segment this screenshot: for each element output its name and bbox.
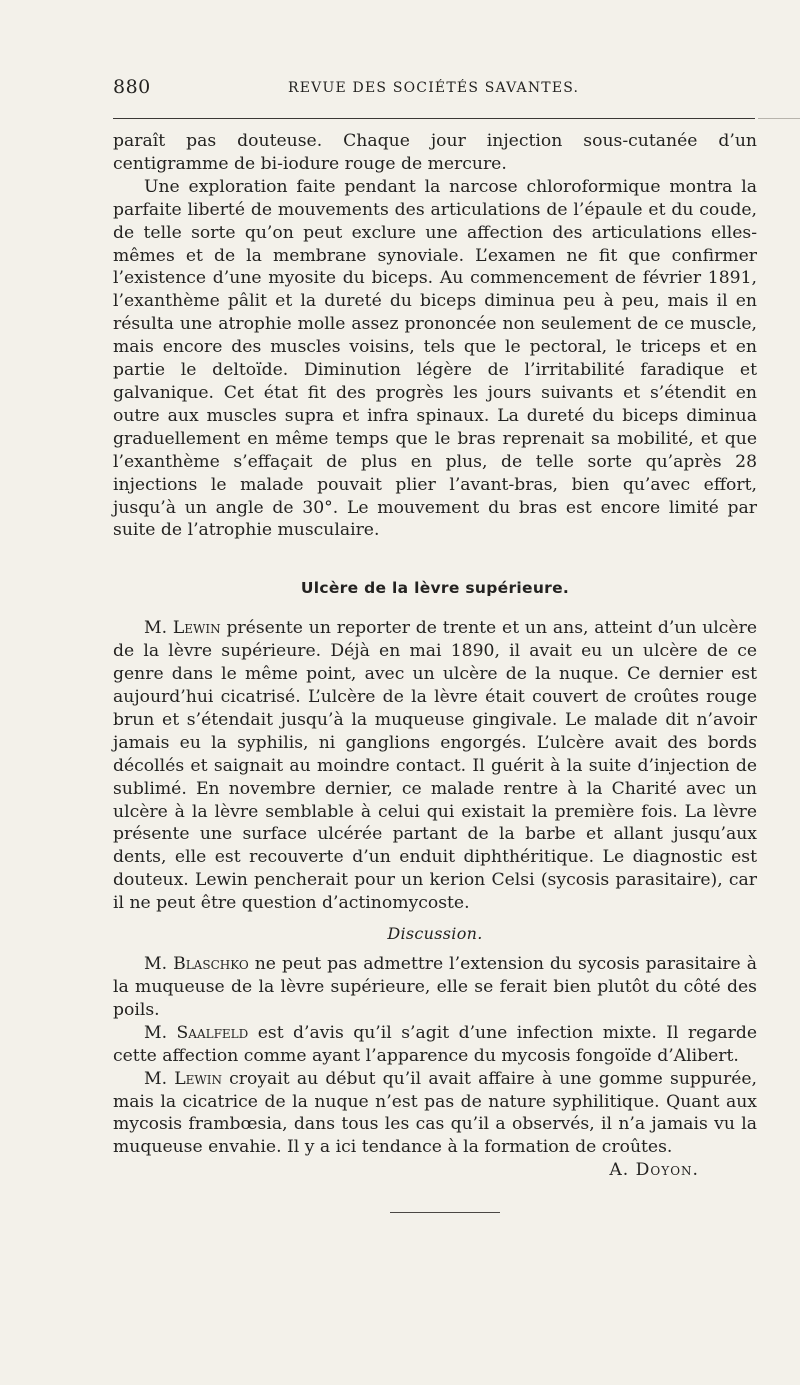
header-rule (113, 118, 755, 119)
end-rule (390, 1212, 500, 1213)
page-number: 880 (113, 76, 151, 98)
paragraph-text: croyait au début qu’il avait affaire à une gomme suppurée, mais la cicatrice de la nuque n’est pas de nature syphilitique. Quant aux mycosis frambœsia, dans tous les cas qu’il a observés, il n’a jamais vu la muqueuse envahie. Il y a ici tendance à la formation de croûtes. (113, 1068, 758, 1158)
discussion-paragraph-3 (113, 1068, 757, 1160)
continuation-paragraph-2: Une exploration faite pendant la narcose chloroformique montra la parfaite liberté de mouvements des articulations de l’épaule et du coude, de telle sorte qu’on peut exclure une affection des articulations elles-mêmes et de la membrane synoviale. L’examen ne fit que confirmer l’existence d’une myosite du biceps. Au commencement de février 1891, l’exanthème pâlit et la dureté du biceps diminua peu à peu, mais il en résulta une atrophie molle assez prononcée non seulement de ce muscle, mais encore des muscles voisins, tels que le pectoral, le triceps et en partie le deltoïde. Diminution légère de l’irritabilité faradique et galvanique. Cet état fit des progrès les jours suivants et s’étendit en outre aux muscles supra et infra spinaux. La dureté du biceps diminua graduellement en même temps que le bras reprenait sa mobilité, et que l’exanthème s’effaçait de plus en plus, de telle sorte qu’après 28 injections le malade pouvait plier l’avant-bras, bien qu’avec effort, jusqu’à un angle de 30°. Le mouvement du bras est encore limité par suite de l’atrophie musculaire. (113, 176, 757, 541)
speaker-name: M. Lewin (144, 1068, 222, 1089)
speaker-name: M. Blaschko (144, 954, 249, 975)
continuation-paragraph-1: paraît pas douteuse. Chaque jour injection sous-cutanée d’un centigramme de bi-iodure rouge de mercure. (113, 131, 757, 174)
case-paragraph (113, 617, 757, 915)
author-signature: A. Doyon. (609, 1160, 699, 1181)
discussion-paragraph-1 (113, 953, 757, 1022)
journal-title: REVUE DES SOCIÉTÉS SAVANTES. (288, 80, 580, 96)
speaker-name: M. Lewin (144, 618, 221, 639)
discussion-paragraph-2 (113, 1022, 757, 1068)
margin-rule (758, 118, 800, 119)
running-head (113, 76, 755, 100)
discussion-title: Discussion. (387, 924, 483, 944)
paragraph-text: est d’avis qu’il s’agit d’une infection mixte. Il regarde cette affection comme ayant l’apparence du mycosis fongoïde d’Alibert. (113, 1022, 757, 1066)
section-title: Ulcère de la lèvre supérieure. (300, 579, 570, 598)
paragraph-text: présente un reporter de trente et un ans, atteint d’un ulcère de la lèvre supérieure. Déjà en mai 1890, il avait eu un ulcère de ce genre dans le même point, avec un ulcère de la nuque. Ce dernier est aujourd’hui cicatrisé. L’ulcère de la lèvre était couvert de croûtes rouge brun et s’étendait jusqu’à la muqueuse gingivale. Le malade dit n’avoir jamais eu la syphilis, ni ganglions engorgés. L’ulcère avait des bords décollés et saignait au moindre contact. Il guérit à la suite d’injection de sublimé. En novembre dernier, ce malade rentre à la Charité avec un ulcère à la lèvre semblable à celui qui existait la première fois. La lèvre présente une surface ulcérée partant de la barbe et allant jusqu’aux dents, elle est recouverte d’un enduit diphthéritique. Le diagnostic est douteux. Lewin pencherait pour un kerion Celsi (sycosis parasitaire), car il ne peut être question d’actinomycoste. (113, 618, 757, 914)
speaker-name: M. Saalfeld (144, 1022, 249, 1043)
article-body (113, 130, 757, 1182)
paragraph-text: ne peut pas admettre l’extension du sycosis parasitaire à la muqueuse de la lèvre supérieure, elle se ferait bien plutôt du côté des poils. (113, 954, 757, 1020)
